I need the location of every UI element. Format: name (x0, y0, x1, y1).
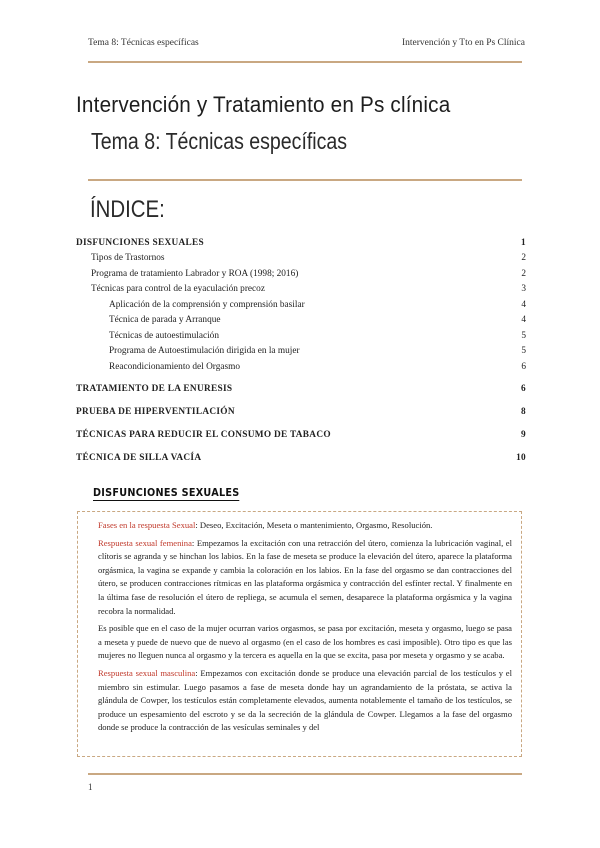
page-number: 1 (88, 782, 93, 792)
paragraph-male-response (98, 667, 512, 735)
toc-entry[interactable] (76, 404, 526, 421)
toc-page: 1 (521, 237, 526, 248)
running-header (88, 38, 525, 48)
toc-label: Reacondicionamiento del Orgasmo (109, 361, 240, 372)
footer-rule (88, 773, 522, 775)
title-rule (88, 179, 522, 181)
toc-label: Técnicas de autoestimulación (109, 330, 219, 341)
toc-page: 4 (521, 299, 526, 310)
document-title: Intervención y Tratamiento en Ps clínica (76, 92, 451, 117)
toc-label: TRATAMIENTO DE LA ENURESIS (76, 384, 233, 394)
text-phases: : Deseo, Excitación, Meseta o mantenimiento, Orgasmo, Resolución. (195, 520, 433, 530)
toc-entry[interactable] (76, 359, 526, 375)
toc-page: 3 (521, 284, 526, 295)
toc-page: 9 (521, 430, 526, 440)
toc-page: 4 (521, 315, 526, 326)
label-female-response: Respuesta sexual femenina (98, 537, 192, 548)
toc-entry[interactable] (76, 450, 526, 467)
toc-page: 6 (521, 384, 526, 394)
toc-entry[interactable] (76, 313, 526, 329)
paragraph-phases (98, 519, 512, 533)
toc-entry[interactable] (76, 282, 526, 298)
toc-label: Tipos de Trastornos (91, 253, 165, 264)
section-heading: DISFUNCIONES SEXUALES (93, 487, 240, 499)
toc-page: 5 (521, 346, 526, 357)
toc-entry[interactable] (76, 251, 526, 267)
toc-entry[interactable] (76, 344, 526, 360)
toc-page: 2 (521, 268, 526, 279)
toc-label: Técnicas para control de la eyaculación precoz (91, 284, 265, 295)
text-female-response: : Empezamos la excitación con una retracción del útero, comienza la lubricación vaginal, el clítoris se agranda y se hinchan los labios. En la fase de meseta se produce la elevación del útero, aparece la plataforma orgásmica, la vagina se expande y cambia la coloración en los labios. En la fase del orgasmo se dan contracciones del útero, se producen contracciones rítmicas en las plataforma orgásmica y contracción del esfínter rectal. Y finalmente en la última fase de resolución el útero de repliega, se acumula el semen, desaparece la plataforma orgásmica y la vagina recobra la normalidad. (98, 537, 512, 616)
header-left: Tema 8: Técnicas específicas (88, 38, 199, 48)
paragraph-female-response (98, 537, 512, 619)
toc-page: 5 (521, 330, 526, 341)
document-subtitle: Tema 8: Técnicas específicas (91, 128, 348, 154)
toc-label: Programa de Autoestimulación dirigida en la mujer (109, 346, 300, 357)
label-phases: Fases en la respuesta Sexual (98, 520, 196, 530)
text-male-response: : Empezamos con excitación donde se produce una elevación parcial de los testículos y el miembro sin estimular. Luego pasamos a fase de meseta donde hay un agrandamiento de la próstata, se activa la glándula de Cowper, los testículos están completamente elevados, aumenta notablemente el tamaño de los testículos, se produce un espesamiento del escroto y se da la secreción de la glándula de Cowper. Llegamos a la fase del orgasmo donde se produce la contracción de las vesículas seminales y del (98, 667, 512, 733)
toc-entry[interactable] (76, 328, 526, 344)
toc-entry[interactable] (76, 427, 526, 444)
toc-page: 2 (521, 253, 526, 264)
toc-page: 10 (516, 453, 526, 463)
header-rule (88, 61, 522, 63)
toc-entry[interactable] (76, 381, 526, 398)
toc-page: 6 (521, 361, 526, 372)
toc-label: PRUEBA DE HIPERVENTILACIÓN (76, 407, 235, 417)
toc-label: TÉCNICAS PARA REDUCIR EL CONSUMO DE TABACO (76, 430, 331, 440)
toc-label: TÉCNICA DE SILLA VACÍA (76, 453, 202, 463)
index-heading: ÍNDICE: (90, 196, 165, 223)
toc-entry[interactable] (76, 297, 526, 313)
header-right: Intervención y Tto en Ps Clínica (401, 38, 525, 48)
toc-label: DISFUNCIONES SEXUALES (76, 237, 204, 248)
toc-entry[interactable] (76, 266, 526, 282)
content-box (77, 511, 522, 757)
paragraph-orgasm-types: Es posible que en el caso de la mujer ocurran varios orgasmos, se pasa por excitación, meseta y orgasmo, luego se pasa a meseta y puede de nuevo que de nuevo al orgasmo (en el caso de los hombres es casi imposible). Otro tipo es que las mujeres no lleguen nunca al orgasmo y la tercera es aquella en la que se excita, pasa por meseta y orgasmo y se acaba. (98, 623, 512, 661)
table-of-contents (76, 235, 526, 467)
toc-label: Técnica de parada y Arranque (109, 315, 221, 326)
label-male-response: Respuesta sexual masculina (98, 667, 196, 678)
toc-page: 8 (521, 407, 526, 417)
toc-label: Aplicación de la comprensión y comprensión basilar (109, 299, 305, 310)
toc-entry[interactable] (76, 235, 526, 251)
toc-label: Programa de tratamiento Labrador y ROA (1998; 2016) (91, 268, 299, 279)
